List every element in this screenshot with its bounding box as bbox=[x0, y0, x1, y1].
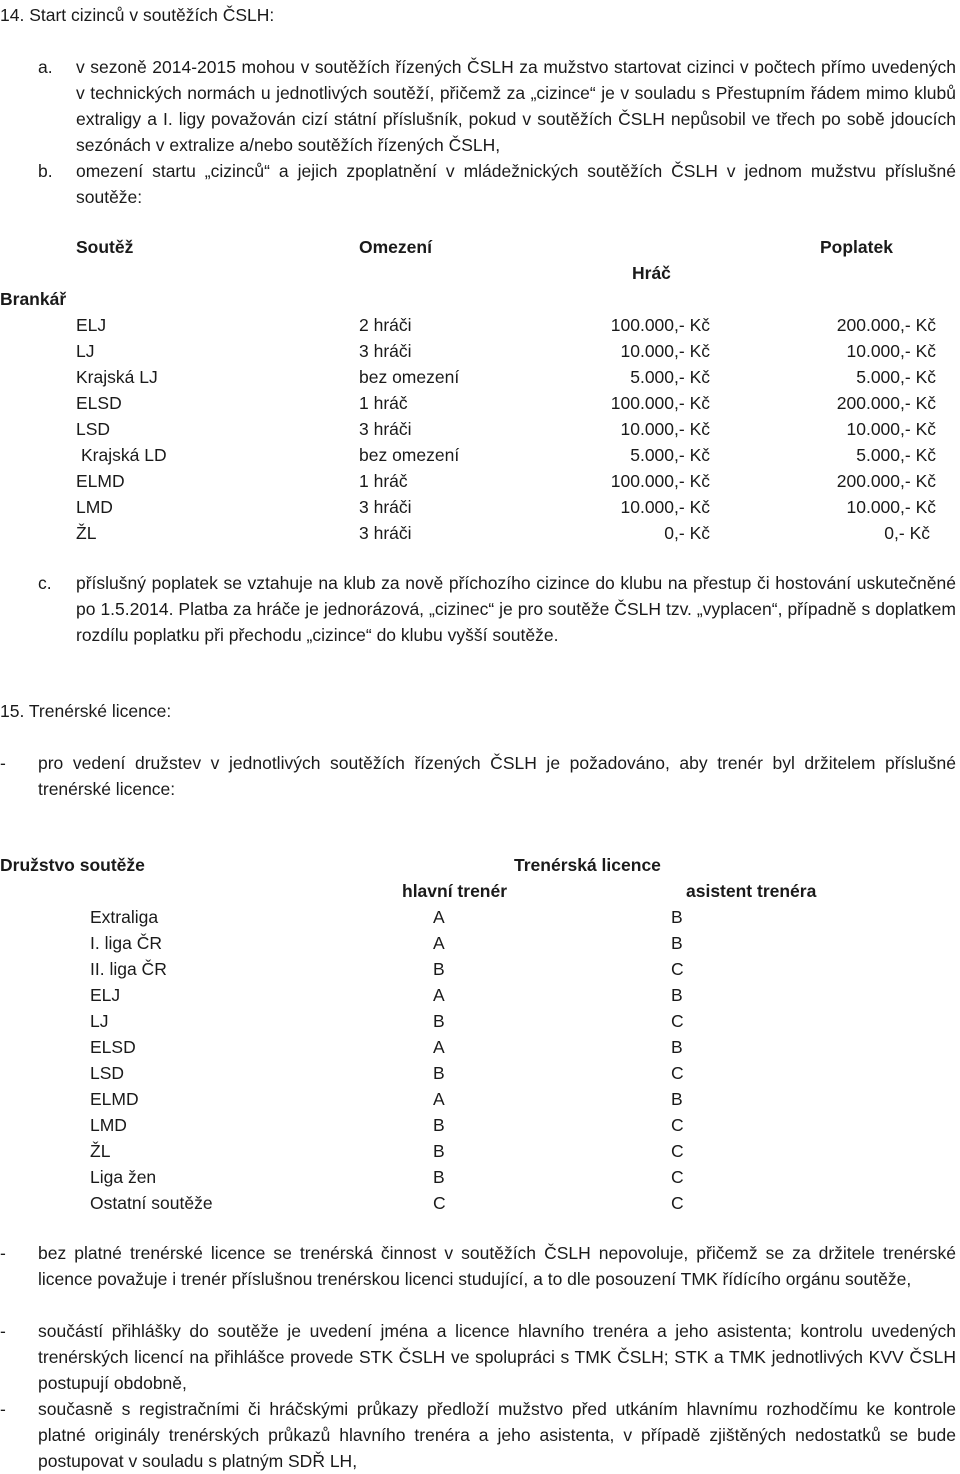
item-c-text: příslušný poplatek se vztahuje na klub za nově příchozího cizince do klubu na přestup či hostování uskutečněné po 1.5.2014. Platba za hráče je jednorázová, „cizinec“ je pro soutěže ČSLH tzv. „vyplacen“, případně s doplatkem rozdílu poplatku při přechodu „cizince“ do klubu vyšší soutěže. bbox=[76, 573, 956, 645]
section-14-heading: 14. Start cizinců v soutěžích ČSLH: bbox=[0, 5, 275, 25]
fee-goalie: 10.000,- Kč bbox=[846, 419, 936, 439]
item-a-text: v sezoně 2014-2015 mohou v soutěžích řízených ČSLH za mužstvo startovat cizinci v počtech přímo uvedených v technických normách u jednotlivých soutěží, přičemž za „cizince“ je v souladu s Přestupním řádem mimo klubů extraligy a I. ligy považován cizí státní příslušník, pokud v soutěžích ČSLH nepůsobil ve třech po sobě jdoucích sezónách v extralize a/nebo soutěžích řízených ČSLH, bbox=[76, 57, 956, 155]
license-assistant: C bbox=[671, 1115, 684, 1135]
fee-goalie: 10.000,- Kč bbox=[846, 497, 936, 517]
license-assistant: C bbox=[671, 1011, 684, 1031]
fee-player: 0,- Kč bbox=[664, 523, 710, 543]
license-team: Ostatní soutěže bbox=[90, 1193, 213, 1213]
license-assistant: C bbox=[671, 1167, 684, 1187]
fee-limit: 3 hráči bbox=[359, 419, 412, 439]
license-head: B bbox=[433, 1011, 445, 1031]
license-team: LJ bbox=[90, 1011, 109, 1031]
fee-goalie: 0,- Kč bbox=[884, 523, 930, 543]
license-header-license: Trenérská licence bbox=[514, 855, 661, 875]
license-head: C bbox=[433, 1193, 446, 1213]
intro-text: pro vedení družstev v jednotlivých soutěžích řízených ČSLH je požadováno, aby trenér byl držitelem příslušné trenérské licence: bbox=[38, 753, 956, 799]
fee-limit: 2 hráči bbox=[359, 315, 412, 335]
item-a-marker: a. bbox=[38, 57, 53, 77]
license-head: A bbox=[433, 985, 445, 1005]
license-team: I. liga ČR bbox=[90, 933, 162, 953]
license-team: LSD bbox=[90, 1063, 125, 1083]
license-team: ELMD bbox=[90, 1089, 139, 1109]
license-team: II. liga ČR bbox=[90, 959, 167, 979]
fee-limit: 3 hráči bbox=[359, 523, 412, 543]
fee-limit: 3 hráči bbox=[359, 341, 412, 361]
section-15-heading: 15. Trenérské licence: bbox=[0, 701, 172, 721]
fee-limit: bez omezení bbox=[359, 445, 460, 465]
fee-competition: Krajská LJ bbox=[76, 367, 158, 387]
item-b-text: omezení startu „cizinců“ a jejich zpoplatnění v mládežnických soutěžích ČSLH v jednom mužstvu příslušné soutěže: bbox=[76, 161, 956, 207]
fee-goalie: 5.000,- Kč bbox=[856, 367, 936, 387]
license-assistant: B bbox=[671, 1089, 683, 1109]
license-assistant: C bbox=[671, 1063, 684, 1083]
bullet-text: bez platné trenérské licence se trenérská činnost v soutěžích ČSLH nepovoluje, přičemž se za držitele trenérské licence považuje i trenér příslušnou trenérskou licenci studující, a to dle posouzení TMK řídícího orgánu soutěže, bbox=[38, 1243, 956, 1289]
fee-goalie: 10.000,- Kč bbox=[846, 341, 936, 361]
fee-header-limit: Omezení bbox=[359, 237, 432, 257]
license-assistant: C bbox=[671, 959, 684, 979]
license-header-team: Družstvo soutěže bbox=[0, 855, 145, 875]
fee-competition: LJ bbox=[76, 341, 95, 361]
fee-player: 100.000,- Kč bbox=[610, 393, 710, 413]
bullet-marker: - bbox=[0, 1399, 6, 1419]
license-head: A bbox=[433, 1037, 445, 1057]
fee-limit: 1 hráč bbox=[359, 393, 408, 413]
fee-header-competition: Soutěž bbox=[76, 237, 134, 257]
fee-player: 10.000,- Kč bbox=[620, 497, 710, 517]
fee-header-fee: Poplatek bbox=[820, 237, 893, 257]
license-assistant: B bbox=[671, 933, 683, 953]
bullet-text: součástí přihlášky do soutěže je uvedení jména a licence hlavního trenéra a jeho asistenta; kontrolu uvedených trenérských licencí na přihlášce provede STK ČSLH ve spolupráci s TMK ČSLH; STK a TMK jednotlivých KVV ČSLH postupují obdobně, bbox=[38, 1321, 956, 1393]
fee-goalie: 5.000,- Kč bbox=[856, 445, 936, 465]
fee-limit: bez omezení bbox=[359, 367, 460, 387]
fee-player: 10.000,- Kč bbox=[620, 341, 710, 361]
license-head: B bbox=[433, 1141, 445, 1161]
item-b-marker: b. bbox=[38, 161, 53, 181]
license-team: ELJ bbox=[90, 985, 121, 1005]
license-head: A bbox=[433, 933, 445, 953]
license-assistant: B bbox=[671, 907, 683, 927]
fee-competition: LSD bbox=[76, 419, 111, 439]
license-assistant: B bbox=[671, 1037, 683, 1057]
fee-player: 100.000,- Kč bbox=[610, 471, 710, 491]
license-head: B bbox=[433, 1063, 445, 1083]
fee-header-player: Hráč bbox=[632, 263, 671, 283]
license-team: Liga žen bbox=[90, 1167, 157, 1187]
item-c-marker: c. bbox=[38, 573, 52, 593]
license-assistant: C bbox=[671, 1193, 684, 1213]
license-head: B bbox=[433, 1167, 445, 1187]
fee-player: 5.000,- Kč bbox=[630, 445, 710, 465]
license-head: A bbox=[433, 907, 445, 927]
license-header-head-coach: hlavní trenér bbox=[402, 881, 508, 901]
license-head: B bbox=[433, 1115, 445, 1135]
license-header-assistant: asistent trenéra bbox=[686, 881, 817, 901]
license-team: ELSD bbox=[90, 1037, 136, 1057]
fee-competition: LMD bbox=[76, 497, 113, 517]
fee-competition: ELSD bbox=[76, 393, 122, 413]
license-head: A bbox=[433, 1089, 445, 1109]
fee-player: 5.000,- Kč bbox=[630, 367, 710, 387]
fee-competition: ELMD bbox=[76, 471, 125, 491]
license-team: Extraliga bbox=[90, 907, 159, 927]
fee-competition: ŽL bbox=[76, 523, 97, 543]
fee-goalie: 200.000,- Kč bbox=[836, 471, 936, 491]
license-team: ŽL bbox=[90, 1141, 111, 1161]
fee-player: 100.000,- Kč bbox=[610, 315, 710, 335]
bullet-marker: - bbox=[0, 1321, 6, 1341]
bullet-marker: - bbox=[0, 1243, 6, 1263]
license-assistant: C bbox=[671, 1141, 684, 1161]
bullet-text: současně s registračními či hráčskými průkazy předloží mužstvo před utkáním hlavnímu rozhodčímu ke kontrole platné originály trenérských průkazů hlavního trenéra a jeho asistenta, v případě zjištěných nedostatků se bude postupovat v souladu s platným SDŘ LH, bbox=[38, 1399, 956, 1471]
license-assistant: B bbox=[671, 985, 683, 1005]
license-head: B bbox=[433, 959, 445, 979]
fee-competition: ELJ bbox=[76, 315, 107, 335]
fee-limit: 3 hráči bbox=[359, 497, 412, 517]
fee-goalie: 200.000,- Kč bbox=[836, 393, 936, 413]
fee-player: 10.000,- Kč bbox=[620, 419, 710, 439]
fee-competition: Krajská LD bbox=[81, 445, 167, 465]
fee-header-goalie: Brankář bbox=[0, 289, 67, 309]
fee-limit: 1 hráč bbox=[359, 471, 408, 491]
intro-bullet: - bbox=[0, 753, 6, 773]
fee-goalie: 200.000,- Kč bbox=[836, 315, 936, 335]
license-team: LMD bbox=[90, 1115, 127, 1135]
